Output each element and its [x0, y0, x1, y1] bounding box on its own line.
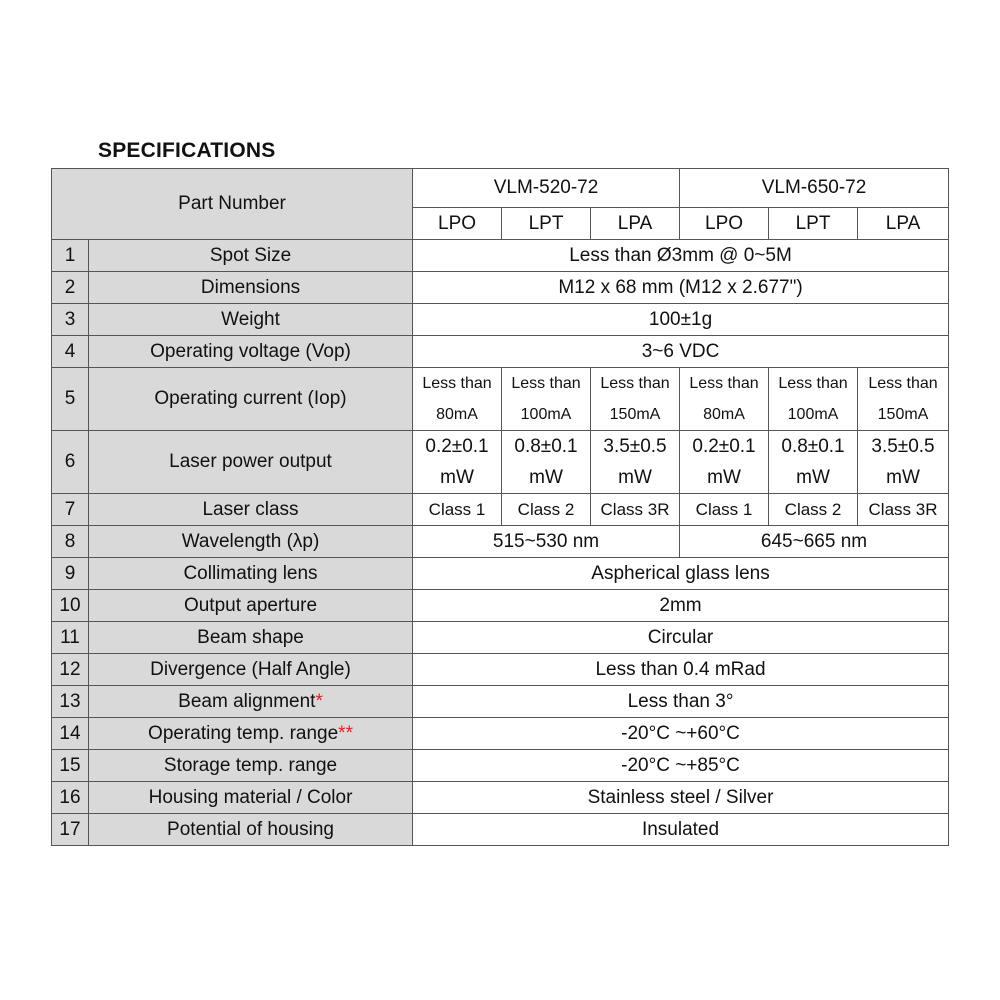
row-number: 16 — [52, 782, 89, 814]
table-row — [52, 718, 949, 750]
current-cell — [591, 368, 680, 431]
class-value: Class 1 — [680, 494, 769, 526]
variant-header: LPO — [413, 208, 502, 240]
current-prefix: Less than — [600, 375, 670, 392]
table-row — [52, 368, 949, 431]
table-row — [52, 814, 949, 846]
variant-header: LPA — [858, 208, 949, 240]
table-row — [52, 336, 949, 368]
current-value: 80mA — [703, 406, 745, 423]
row-value: 3~6 VDC — [413, 336, 949, 368]
variant-header: LPO — [680, 208, 769, 240]
row-label: Output aperture — [89, 590, 413, 622]
specifications-table — [51, 168, 949, 846]
row-label-cell — [89, 718, 413, 750]
row-number: 13 — [52, 686, 89, 718]
row-label: Beam alignment — [178, 690, 316, 712]
current-cell — [769, 368, 858, 431]
row-number: 8 — [52, 526, 89, 558]
power-unit: mW — [618, 467, 652, 488]
row-value: Stainless steel / Silver — [413, 782, 949, 814]
current-value: 150mA — [609, 406, 661, 423]
power-value: 0.2±0.1 — [692, 436, 756, 457]
power-cell — [769, 431, 858, 494]
row-number: 5 — [52, 368, 89, 431]
power-cell — [413, 431, 502, 494]
model-header: VLM-650-72 — [680, 169, 949, 208]
table-row — [52, 622, 949, 654]
power-value: 3.5±0.5 — [871, 436, 935, 457]
wavelength-value: 515~530 nm — [413, 526, 680, 558]
variant-header: LPT — [769, 208, 858, 240]
variant-header: LPT — [502, 208, 591, 240]
row-number: 15 — [52, 750, 89, 782]
current-value: 100mA — [787, 406, 839, 423]
row-label: Beam shape — [89, 622, 413, 654]
power-cell — [680, 431, 769, 494]
row-label: Operating voltage (Vop) — [89, 336, 413, 368]
table-row — [52, 494, 949, 526]
table-row — [52, 686, 949, 718]
row-number: 12 — [52, 654, 89, 686]
row-label: Laser power output — [89, 431, 413, 494]
page-title: SPECIFICATIONS — [98, 139, 276, 162]
current-prefix: Less than — [422, 375, 492, 392]
row-number: 11 — [52, 622, 89, 654]
row-label-cell — [89, 686, 413, 718]
row-number: 17 — [52, 814, 89, 846]
row-value: Less than Ø3mm @ 0~5M — [413, 240, 949, 272]
row-value: -20°C ~+85°C — [413, 750, 949, 782]
row-number: 7 — [52, 494, 89, 526]
current-value: 150mA — [877, 406, 929, 423]
power-value: 0.8±0.1 — [514, 436, 578, 457]
row-number: 14 — [52, 718, 89, 750]
row-label: Divergence (Half Angle) — [89, 654, 413, 686]
current-value: 80mA — [436, 406, 478, 423]
row-value: Less than 3° — [413, 686, 949, 718]
power-value: 3.5±0.5 — [603, 436, 667, 457]
power-unit: mW — [707, 467, 741, 488]
class-value: Class 1 — [413, 494, 502, 526]
row-label: Collimating lens — [89, 558, 413, 590]
current-prefix: Less than — [511, 375, 581, 392]
current-prefix: Less than — [868, 375, 938, 392]
row-label: Potential of housing — [89, 814, 413, 846]
variant-header: LPA — [591, 208, 680, 240]
row-label: Dimensions — [89, 272, 413, 304]
current-prefix: Less than — [778, 375, 848, 392]
row-number: 3 — [52, 304, 89, 336]
row-number: 6 — [52, 431, 89, 494]
row-label: Operating current (Iop) — [89, 368, 413, 431]
row-label: Spot Size — [89, 240, 413, 272]
row-value: Circular — [413, 622, 949, 654]
current-cell — [413, 368, 502, 431]
row-number: 9 — [52, 558, 89, 590]
table-row — [52, 526, 949, 558]
footnote-mark: * — [315, 690, 323, 712]
header-row-models — [52, 169, 949, 208]
current-cell — [502, 368, 591, 431]
power-unit: mW — [886, 467, 920, 488]
row-number: 10 — [52, 590, 89, 622]
row-value: M12 x 68 mm (M12 x 2.677") — [413, 272, 949, 304]
table-row — [52, 240, 949, 272]
row-number: 2 — [52, 272, 89, 304]
table-row — [52, 782, 949, 814]
power-value: 0.8±0.1 — [781, 436, 845, 457]
row-value: 2mm — [413, 590, 949, 622]
row-value: -20°C ~+60°C — [413, 718, 949, 750]
power-value: 0.2±0.1 — [425, 436, 489, 457]
table-row — [52, 558, 949, 590]
power-unit: mW — [529, 467, 563, 488]
power-unit: mW — [796, 467, 830, 488]
current-cell — [680, 368, 769, 431]
row-value: Aspherical glass lens — [413, 558, 949, 590]
row-label: Wavelength (λp) — [89, 526, 413, 558]
table-row — [52, 750, 949, 782]
class-value: Class 2 — [769, 494, 858, 526]
current-value: 100mA — [520, 406, 572, 423]
power-cell — [858, 431, 949, 494]
table-row — [52, 431, 949, 494]
row-value: Less than 0.4 mRad — [413, 654, 949, 686]
class-value: Class 3R — [858, 494, 949, 526]
row-number: 1 — [52, 240, 89, 272]
row-label: Laser class — [89, 494, 413, 526]
row-label: Weight — [89, 304, 413, 336]
row-label: Storage temp. range — [89, 750, 413, 782]
table-row — [52, 272, 949, 304]
wavelength-value: 645~665 nm — [680, 526, 949, 558]
power-unit: mW — [440, 467, 474, 488]
model-header: VLM-520-72 — [413, 169, 680, 208]
table-row — [52, 654, 949, 686]
class-value: Class 2 — [502, 494, 591, 526]
class-value: Class 3R — [591, 494, 680, 526]
row-value: 100±1g — [413, 304, 949, 336]
table-row — [52, 304, 949, 336]
row-number: 4 — [52, 336, 89, 368]
current-prefix: Less than — [689, 375, 759, 392]
row-value: Insulated — [413, 814, 949, 846]
power-cell — [591, 431, 680, 494]
part-number-header: Part Number — [52, 169, 413, 240]
row-label: Operating temp. range — [148, 722, 339, 744]
table-row — [52, 590, 949, 622]
row-label: Housing material / Color — [89, 782, 413, 814]
footnote-mark: ** — [338, 722, 353, 744]
current-cell — [858, 368, 949, 431]
power-cell — [502, 431, 591, 494]
